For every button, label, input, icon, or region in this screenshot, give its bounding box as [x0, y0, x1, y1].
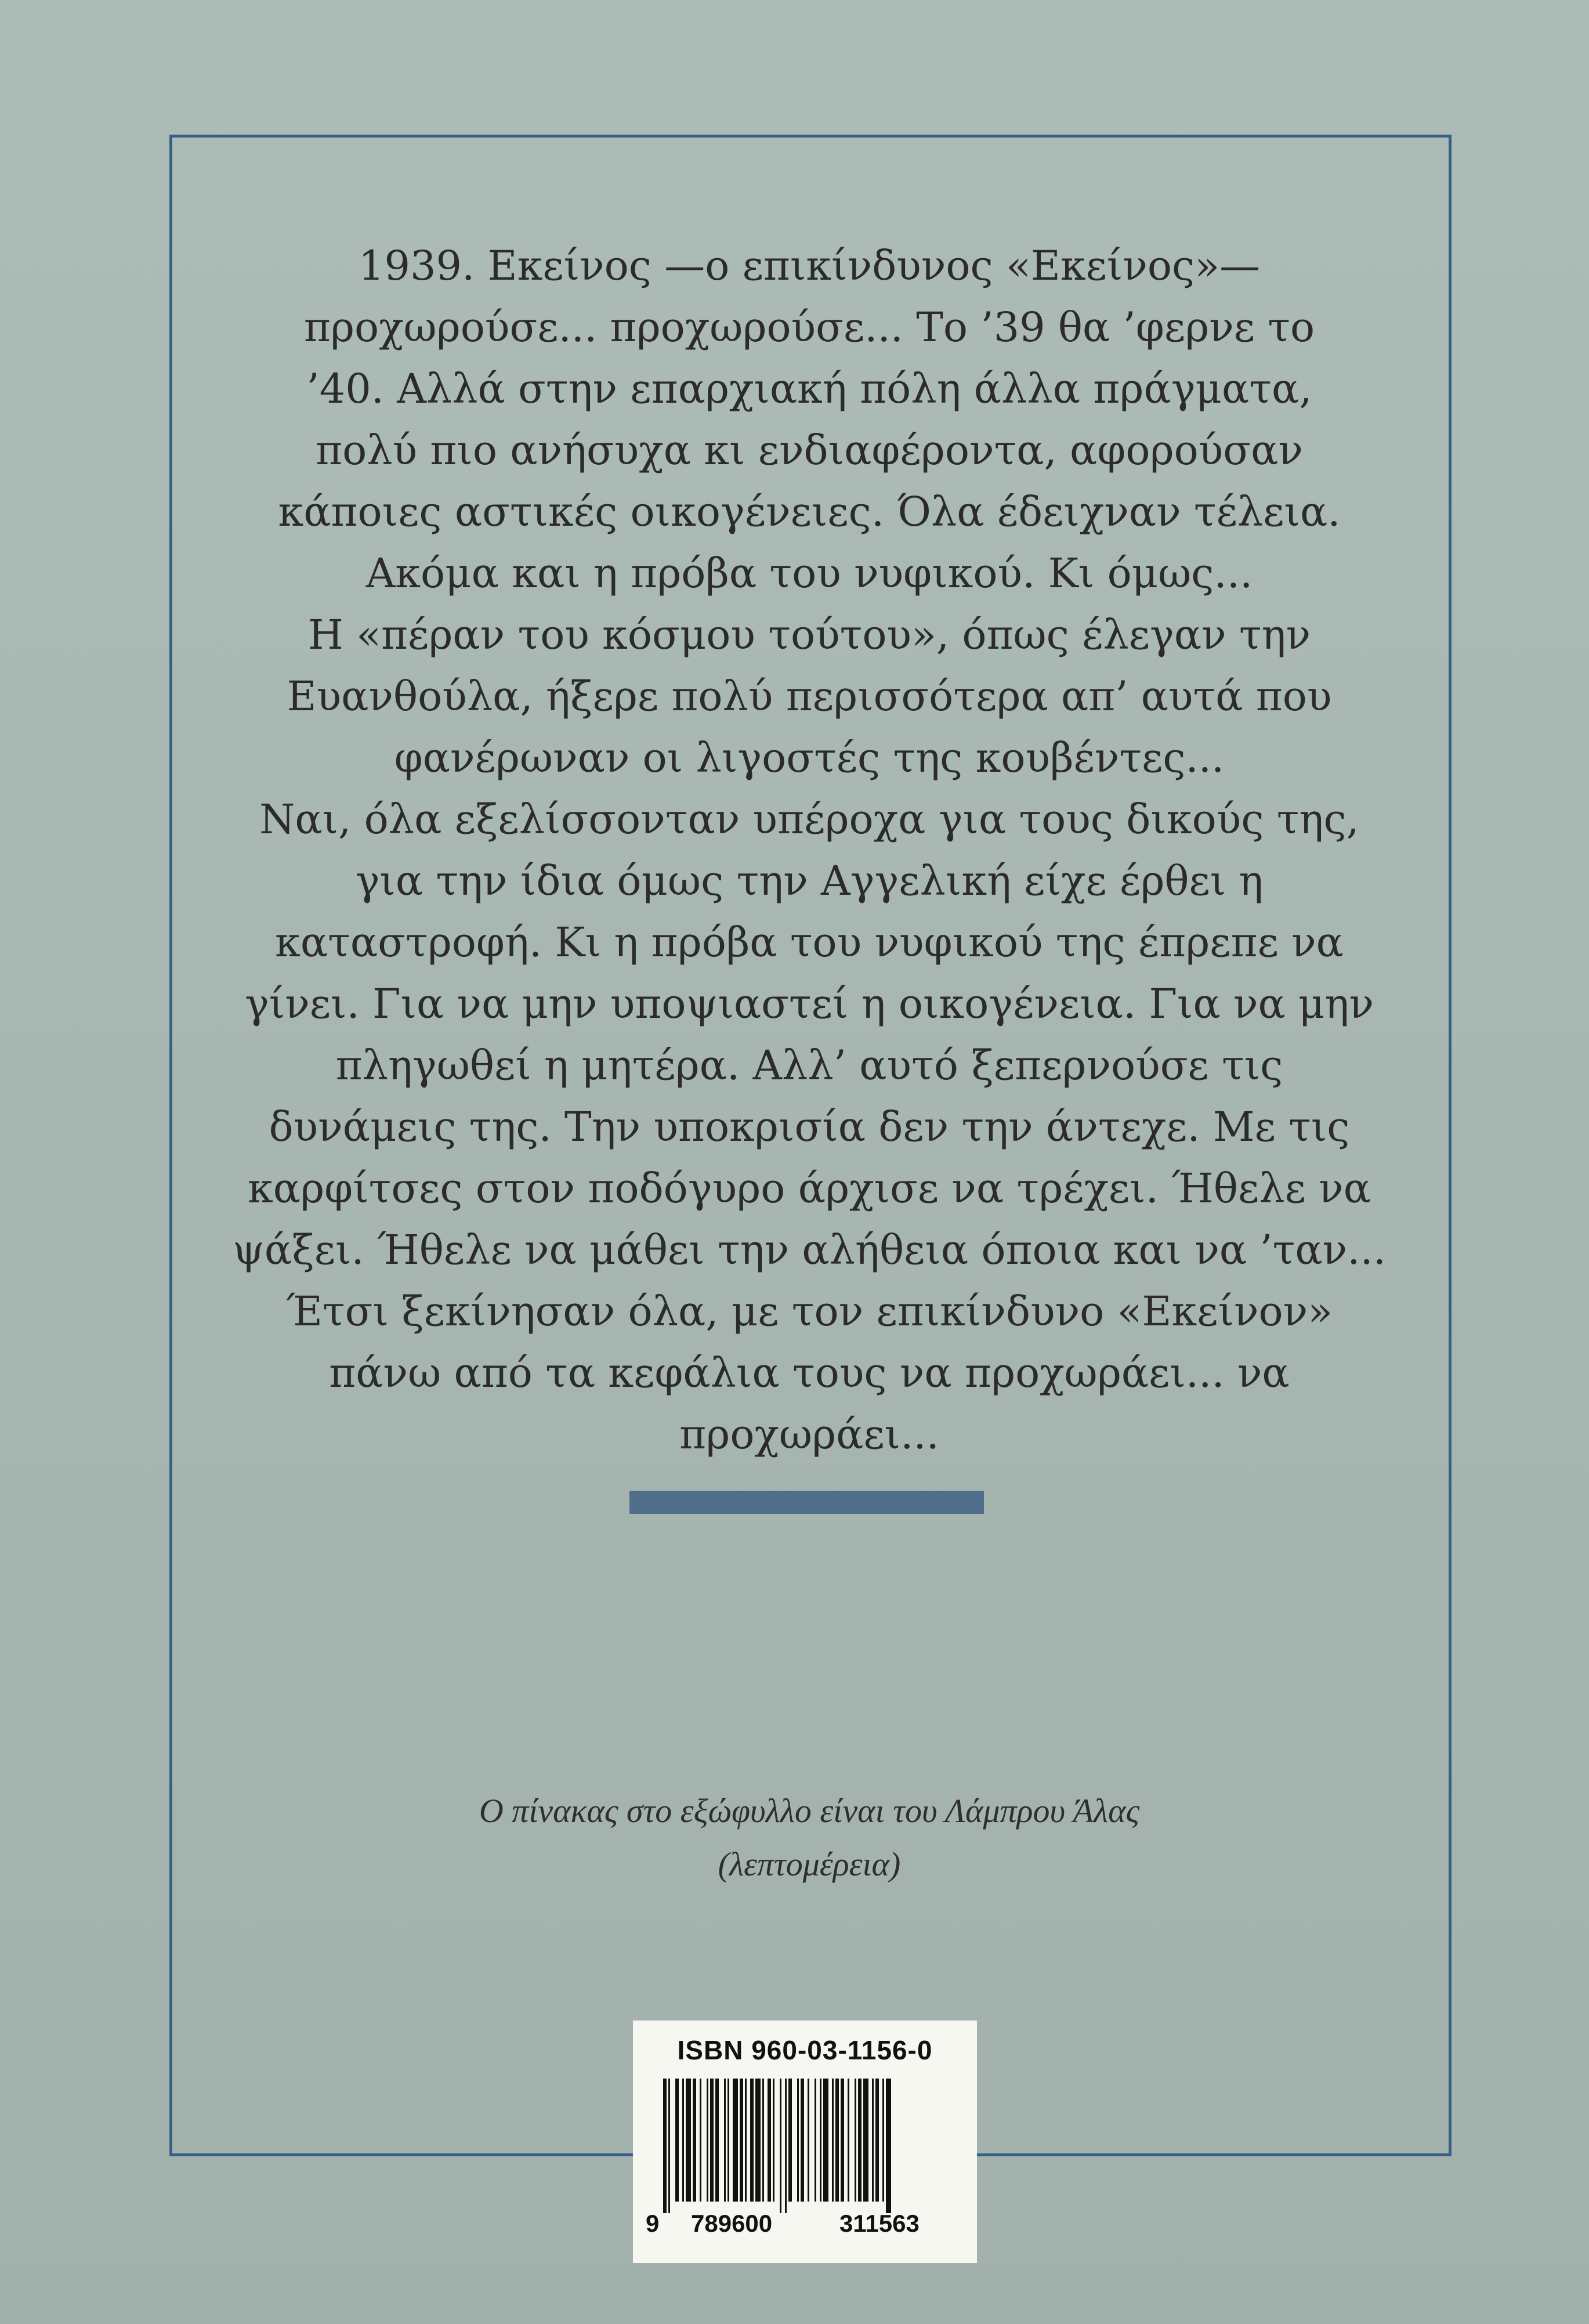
blurb-line: ψάξει. Ήθελε να μάθει την αλήθεια όποια και να ’ταν... — [233, 1226, 1386, 1274]
barcode-stripe — [668, 2079, 670, 2213]
blurb-line: Ευανθούλα, ήξερε πολύ περισσότερα απ’ αυτά που — [287, 673, 1332, 720]
blurb-line: καταστροφή. Κι η πρόβα του νυφικού της έπρεπε να — [275, 919, 1344, 966]
barcode-stripe — [815, 2079, 816, 2202]
barcode-digits-right: 311563 — [839, 2210, 920, 2237]
barcode-stripe — [835, 2079, 839, 2202]
blurb-line: προχωράει... — [679, 1411, 939, 1458]
barcode-stripe — [715, 2079, 719, 2202]
barcode-stripe — [755, 2079, 761, 2202]
credit-line: Ο πίνακας στο εξώφυλλο είναι του Λάμπρου Άλας — [479, 1792, 1140, 1830]
barcode-stripe — [820, 2079, 821, 2202]
barcode-stripe — [780, 2079, 781, 2213]
blurb-line: Η «πέραν του κόσμου τούτου», όπως έλεγαν την — [307, 611, 1311, 659]
isbn-label: ISBN 960-03-1156-0 — [677, 2035, 933, 2065]
blurb-line: καρφίτσες στον ποδόγυρο άρχισε να τρέχει. Ήθελε να — [248, 1165, 1371, 1212]
barcode-stripe — [740, 2079, 743, 2202]
barcode-stripe — [801, 2079, 804, 2202]
credit-detail: (λεπτομέρεια) — [718, 1845, 901, 1883]
barcode-stripe — [855, 2079, 856, 2202]
barcode-stripe — [872, 2079, 874, 2202]
barcode-stripe — [724, 2079, 726, 2202]
barcode-stripe — [663, 2079, 667, 2213]
barcode-stripe — [863, 2079, 868, 2202]
barcode-stripe — [832, 2079, 834, 2202]
barcode-stripe — [686, 2079, 691, 2202]
barcode-stripe — [710, 2079, 714, 2202]
barcode-stripe — [823, 2079, 828, 2202]
barcode-stripe — [773, 2079, 774, 2202]
barcode-stripe — [797, 2079, 799, 2202]
barcode-stripe — [788, 2079, 792, 2202]
blurb-line: Έτσι ξεκίνησαν όλα, με τον επικίνδυνο «Εκείνον» — [285, 1288, 1333, 1335]
barcode-stripe — [675, 2079, 679, 2202]
barcode-stripe — [762, 2079, 764, 2202]
barcode-stripe — [848, 2079, 849, 2202]
barcode-stripe — [693, 2079, 696, 2202]
blurb-line: ’40. Αλλά στην επαρχιακή πόλη άλλα πράγματα, — [306, 365, 1312, 413]
barcode-stripe — [745, 2079, 747, 2202]
blurb-line: πολύ πιο ανήσυχα κι ενδιαφέροντα, αφορούσαν — [316, 427, 1303, 474]
barcode-stripe — [750, 2079, 754, 2202]
barcode-digits — [633, 2210, 977, 2245]
blurb-line: φανέρωναν οι λιγοστές της κουβέντες... — [394, 734, 1225, 782]
barcode-stripe — [886, 2079, 891, 2213]
barcode-stripe — [785, 2079, 787, 2213]
barcode-digit-first: 9 — [646, 2210, 660, 2237]
blurb-line: πάνω από τα κεφάλια τους να προχωράει... να — [329, 1349, 1290, 1397]
barcode-stripe — [882, 2079, 884, 2202]
barcode-icon — [661, 2079, 951, 2213]
barcode-stripe — [808, 2079, 809, 2202]
blurb-line: κάποιες αστικές οικογένειες. Όλα έδειχναν τέλεια. — [278, 488, 1341, 536]
barcode-stripe — [727, 2079, 729, 2202]
blurb-line: γίνει. Για να μην υποψιαστεί η οικογένεια. Για να μην — [244, 980, 1374, 1028]
blurb-line: δυνάμεις της. Την υποκρισία δεν την άντεχε. Με τις — [269, 1103, 1350, 1151]
blurb-line: 1939. Εκείνος —ο επικίνδυνος «Εκείνος»— — [358, 242, 1261, 290]
barcode-digits-left: 789600 — [691, 2210, 773, 2237]
blurb-text — [197, 235, 1421, 1465]
barcode-stripe — [700, 2079, 701, 2202]
barcode-stripe — [858, 2079, 862, 2202]
cover-credit — [197, 1784, 1421, 1891]
blurb-line: πληγωθεί η μητέρα. Αλλ’ αυτό ξεπερνούσε τις — [335, 1042, 1283, 1089]
blurb-line: για την ίδια όμως την Αγγελική είχε έρθει η — [355, 857, 1264, 905]
barcode-stripe — [707, 2079, 708, 2202]
barcode-label — [633, 2021, 977, 2263]
barcode-stripe — [875, 2079, 879, 2202]
barcode-stripe — [768, 2079, 771, 2202]
blurb-line: προχωρούσε... προχωρούσε... Το ’39 θα ’φερνε το — [303, 303, 1315, 351]
divider-bar — [629, 1491, 984, 1514]
barcode-stripe — [733, 2079, 738, 2202]
barcode-stripe — [682, 2079, 684, 2202]
blurb-line: Ακόμα και η πρόβα του νυφικού. Κι όμως... — [365, 550, 1253, 597]
blurb-line: Ναι, όλα εξελίσσονταν υπέροχα για τους δικούς της, — [259, 796, 1359, 843]
barcode-stripe — [841, 2079, 844, 2202]
